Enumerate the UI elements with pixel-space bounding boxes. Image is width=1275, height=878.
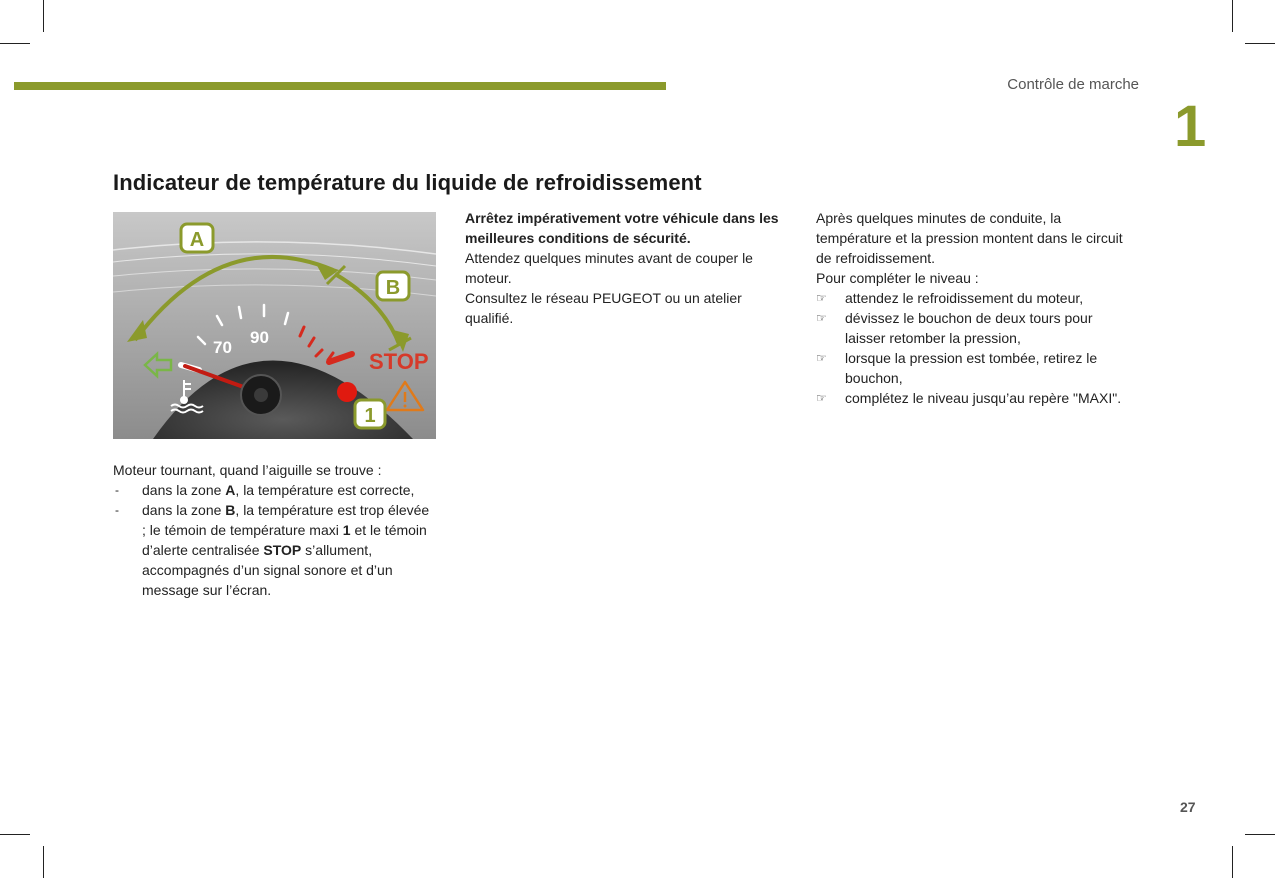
dash-marker: - — [115, 483, 119, 497]
crop-mark — [43, 846, 44, 878]
pointing-hand-icon: ☞ — [816, 351, 827, 365]
list-item: - dans la zone A, la température est correcte, — [115, 482, 415, 498]
gauge-tick-70: 70 — [213, 338, 232, 357]
stop-warning-label: STOP — [369, 349, 429, 374]
top-up-lead: Pour compléter le niveau : — [816, 270, 979, 286]
section-name: Contrôle de marche — [1007, 76, 1139, 93]
dealer-instruction: Consultez le réseau PEUGEOT ou un atelier qualifié. — [465, 290, 742, 326]
left-text-column — [113, 460, 433, 600]
gauge-reading-intro: Moteur tournant, quand l’aiguille se trouve : — [113, 462, 382, 478]
top-up-steps — [816, 288, 1136, 408]
zone-a-badge — [181, 224, 213, 252]
crop-mark — [0, 834, 30, 835]
crop-mark — [43, 0, 44, 32]
warning-number-ref: 1 — [342, 522, 351, 538]
page-number: 27 — [1180, 799, 1196, 815]
crop-mark — [0, 43, 30, 44]
list-item: ☞ complétez le niveau jusqu’au repère "MAXI". — [816, 390, 1122, 406]
right-text-column — [816, 208, 1136, 408]
zone-list — [113, 480, 433, 600]
gauge-tick-90: 90 — [250, 328, 269, 347]
list-item: - dans la zone B, la température est trop élevée ; le témoin de température maxi 1 et le témoin d’alerte centralisée STOP s’allument, accompagnés d’un signal sonore et d’un message sur l’écran. — [115, 502, 430, 598]
pointing-hand-icon: ☞ — [816, 311, 827, 325]
zone-b-badge — [377, 272, 409, 300]
pointing-hand-icon: ☞ — [816, 291, 827, 305]
chapter-number: 1 — [1174, 94, 1207, 159]
warning-number-badge — [355, 400, 385, 428]
middle-text-column — [465, 208, 790, 328]
zone-a-ref: A — [225, 482, 236, 498]
pressure-info: Après quelques minutes de conduite, la température et la pression montent dans le circuit de refroidissement. — [816, 210, 1123, 266]
stop-ref: STOP — [263, 542, 302, 558]
gauge-svg — [113, 212, 436, 439]
svg-text:1: 1 — [364, 405, 376, 427]
zone-b-ref: B — [225, 502, 236, 518]
svg-text:B: B — [385, 277, 401, 299]
dash-marker: - — [115, 503, 119, 517]
crop-mark — [1232, 0, 1233, 32]
wait-instruction: Attendez quelques minutes avant de couper le moteur. — [465, 250, 753, 286]
pointing-hand-icon: ☞ — [816, 391, 827, 405]
list-item: ☞ dévissez le bouchon de deux tours pour laisser retomber la pression, — [816, 310, 1093, 346]
header-accent-bar — [14, 82, 666, 90]
page-title: Indicateur de température du liquide de refroidissement — [113, 170, 702, 195]
crop-mark — [1245, 43, 1275, 44]
svg-text:A: A — [189, 229, 205, 251]
crop-mark — [1232, 846, 1233, 878]
list-item: ☞ lorsque la pression est tombée, retirez le bouchon, — [816, 350, 1098, 386]
coolant-gauge-illustration — [113, 212, 436, 439]
list-item: ☞ attendez le refroidissement du moteur, — [816, 290, 1084, 306]
crop-mark — [1245, 834, 1275, 835]
max-temperature-warning-lamp — [337, 382, 357, 402]
safety-warning: Arrêtez impérativement votre véhicule dans les meilleures conditions de sécurité. — [465, 210, 779, 246]
